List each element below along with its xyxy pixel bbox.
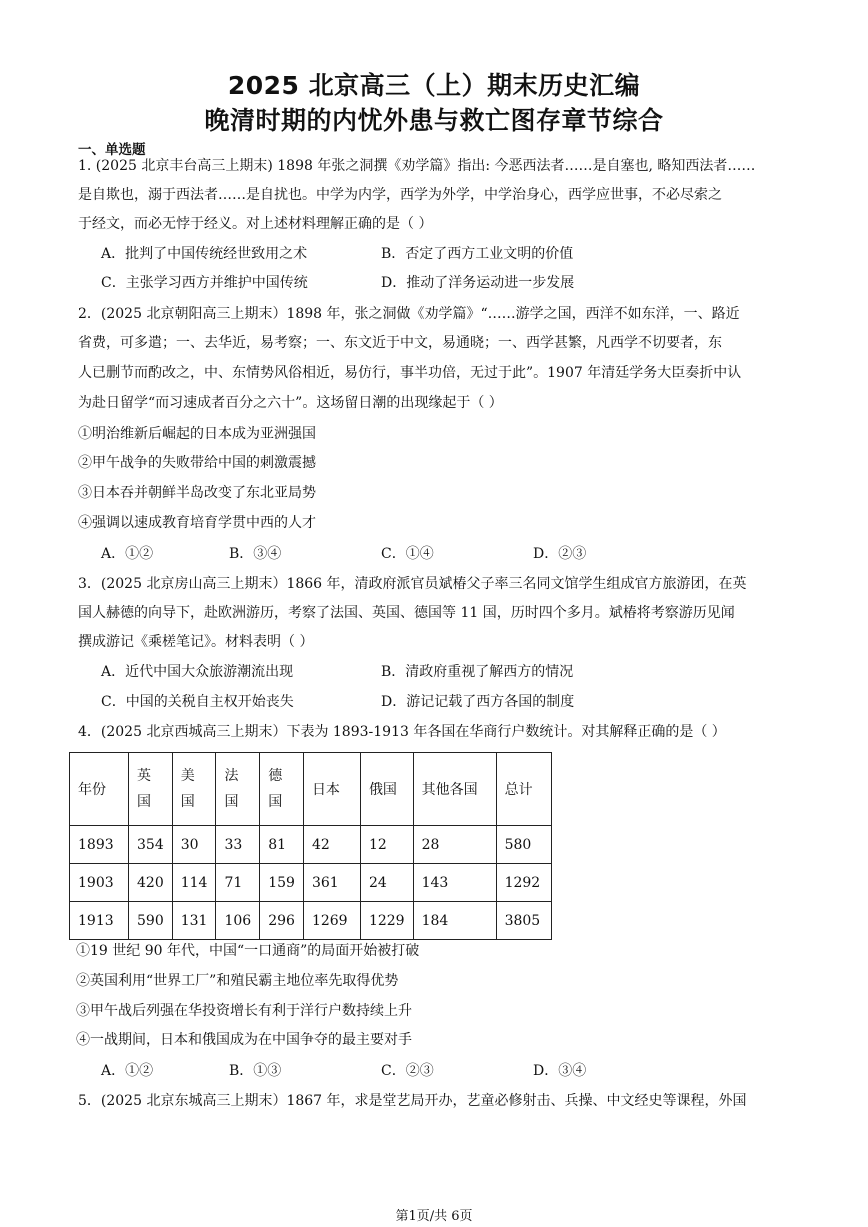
q1-line-2: 是自欺也，溺于西法者……是自扰也。中学为内学，西学为外学，中学治身心，西学应世事，不必尽索之	[78, 187, 722, 203]
q4-statement-3: ③甲午战后列强在华投资增长有利于洋行户数持续上升	[76, 1003, 412, 1019]
q5-line-1: 5．(2025 北京东城高三上期末）1867 年，求是堂艺局开办，艺童必修射击、兵操、中文经史等课程，外国	[78, 1093, 747, 1109]
table-cell: 159	[260, 864, 304, 902]
table-cell: 12	[360, 826, 413, 864]
table-cell: 143	[413, 864, 496, 902]
q1-line-3: 于经文，而必无悖于经义。对上述材料理解正确的是（ ）	[78, 216, 433, 232]
table-cell: 580	[496, 826, 551, 864]
table-header-cell: 年份	[70, 753, 129, 826]
table-cell: 30	[172, 826, 216, 864]
q2-line-4: 为赴日留学“而习速成者百分之六十”。这场留日潮的出现缘起于（ ）	[78, 395, 503, 411]
page-footer: 第1页/共 6页	[395, 1209, 473, 1224]
q3-option-b: B．清政府重视了解西方的情况	[381, 664, 574, 680]
table-cell: 1292	[496, 864, 551, 902]
table-cell: 354	[129, 826, 173, 864]
table-header-cell	[260, 753, 304, 826]
q4-option-c: C．②③	[381, 1063, 434, 1079]
header-text: 法国	[224, 768, 239, 810]
table-cell: 361	[303, 864, 360, 902]
q1-option-d: D．推动了洋务运动进一步发展	[381, 275, 575, 291]
q2-statement-3: ③日本吞并朝鲜半岛改变了东北亚局势	[78, 485, 316, 501]
table-row	[70, 864, 552, 902]
table-cell: 1893	[70, 826, 129, 864]
q2-line-3: 人已删节而酌改之，中、东情势风俗相近，易仿行，事半功倍，无过于此”。1907 年清廷学务大臣奏折中认	[78, 365, 742, 381]
table-header-row	[70, 753, 552, 826]
table-row	[70, 826, 552, 864]
table-header-cell	[172, 753, 216, 826]
table-cell: 1913	[70, 902, 129, 940]
table-cell: 28	[413, 826, 496, 864]
q4-option-a: A．①②	[101, 1063, 154, 1079]
table-header-cell: 其他各国	[413, 753, 496, 826]
q4-option-d: D．③④	[533, 1063, 587, 1079]
title-line-1: 2025 北京高三（上）期末历史汇编	[227, 71, 641, 100]
q2-line-2: 省费，可多遣；一、去华近，易考察；一、东文近于中文，易通晓；一、西学甚繁，凡西学不切要者，东	[78, 335, 722, 351]
q2-option-d: D．②③	[533, 546, 587, 562]
table-cell: 590	[129, 902, 173, 940]
q2-option-c: C．①④	[381, 546, 434, 562]
q1-option-b: B．否定了西方工业文明的价值	[381, 246, 574, 262]
q1-line-1: 1. (2025 北京丰台高三上期末) 1898 年张之洞撰《劝学篇》指出: 今恶西法者……是自塞也, 略知西法者……	[78, 158, 756, 174]
q3-option-d: D．游记记载了西方各国的制度	[381, 694, 575, 710]
table-cell: 42	[303, 826, 360, 864]
table-cell: 420	[129, 864, 173, 902]
q2-statement-2: ②甲午战争的失败带给中国的刺激震撼	[78, 455, 316, 471]
q4-statement-1: ①19 世纪 90 年代，中国“一口通商”的局面开始被打破	[76, 943, 420, 959]
header-text: 德国	[268, 768, 283, 810]
table-cell: 1903	[70, 864, 129, 902]
q4-option-b: B．①③	[229, 1063, 282, 1079]
table-cell: 114	[172, 864, 216, 902]
table-header-cell: 日本	[303, 753, 360, 826]
table-header-cell	[216, 753, 260, 826]
table-cell: 296	[260, 902, 304, 940]
header-text: 美国	[180, 768, 195, 810]
table-header-cell: 总计	[496, 753, 551, 826]
q1-option-a: A．批判了中国传统经世致用之术	[101, 246, 308, 262]
merchant-count-table	[69, 752, 552, 940]
table-header-cell: 俄国	[360, 753, 413, 826]
q2-statement-1: ①明治维新后崛起的日本成为亚洲强国	[78, 426, 316, 442]
title-line-2: 晚清时期的内忧外患与救亡图存章节综合	[204, 106, 664, 135]
table-cell: 131	[172, 902, 216, 940]
table-cell: 1269	[303, 902, 360, 940]
table-cell: 3805	[496, 902, 551, 940]
table-cell: 1229	[360, 902, 413, 940]
header-text: 英国	[137, 768, 151, 810]
q3-option-a: A．近代中国大众旅游潮流出现	[101, 664, 294, 680]
table-cell: 24	[360, 864, 413, 902]
q3-line-3: 撰成游记《乘槎笔记》。材料表明（ ）	[78, 634, 314, 650]
section-heading: 一、单选题	[78, 142, 146, 158]
q2-option-b: B．③④	[229, 546, 282, 562]
q2-line-1: 2．(2025 北京朝阳高三上期末）1898 年，张之洞做《劝学篇》“……游学之国，西洋不如东洋，一、路近	[78, 306, 740, 322]
q3-option-c: C．中国的关税自主权开始丧失	[101, 694, 294, 710]
table-cell: 184	[413, 902, 496, 940]
q3-line-1: 3．(2025 北京房山高三上期末）1866 年，清政府派官员斌椿父子率三名同文馆学生组成官方旅游团，在英	[78, 576, 747, 592]
q4-statement-2: ②英国利用“世界工厂”和殖民霸主地位率先取得优势	[76, 973, 399, 989]
table-cell: 71	[216, 864, 260, 902]
q4-statement-4: ④一战期间，日本和俄国成为在中国争夺的最主要对手	[76, 1032, 412, 1048]
q2-statement-4: ④强调以速成教育培育学贯中西的人才	[78, 515, 316, 531]
table-header-cell	[129, 753, 173, 826]
q3-line-2: 国人赫德的向导下，赴欧洲游历，考察了法国、英国、德国等 11 国，历时四个多月。斌椿将考察游历见闻	[78, 605, 735, 621]
q1-option-c: C．主张学习西方并维护中国传统	[101, 275, 308, 291]
q4-line-1: 4．(2025 北京西城高三上期末）下表为 1893-1913 年各国在华商行户数统计。对其解释正确的是（ ）	[78, 724, 726, 740]
table-cell: 106	[216, 902, 260, 940]
table-cell: 81	[260, 826, 304, 864]
table-cell: 33	[216, 826, 260, 864]
table-row	[70, 902, 552, 940]
q2-option-a: A．①②	[101, 546, 154, 562]
